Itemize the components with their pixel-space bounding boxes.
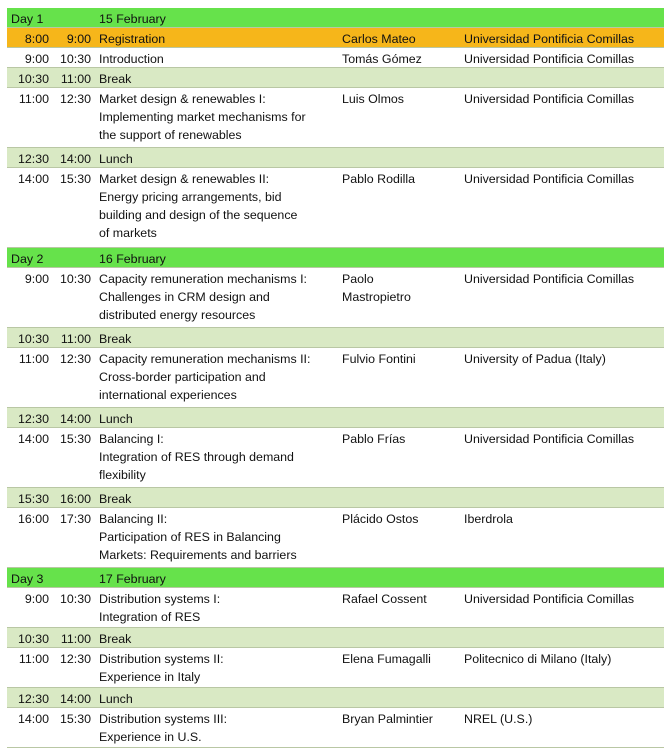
speaker-name: Paolo Mastropietro [342, 272, 411, 304]
session-row [7, 428, 664, 488]
session-title: Balancing I: Integration of RES through demand flexibility [99, 432, 294, 482]
institution-name: Universidad Pontificia Comillas [464, 592, 635, 606]
session-title: Market design & renewables II: Energy pricing arrangements, bid building and design of the sequence of markets [99, 172, 298, 240]
session-title: Break [99, 72, 132, 86]
session-row [7, 268, 664, 328]
speaker-name: Carlos Mateo [342, 32, 416, 46]
start-time: 9:00 [24, 52, 49, 66]
registration-row [7, 28, 664, 48]
break-row [7, 488, 664, 508]
day-label: Day 3 [11, 572, 44, 586]
end-time: 11:00 [60, 632, 91, 646]
institution-name: Universidad Pontificia Comillas [464, 52, 635, 66]
session-row [7, 88, 664, 148]
institution-name: University of Padua (Italy) [464, 352, 606, 366]
start-time: 9:00 [24, 272, 49, 286]
session-row [7, 168, 664, 248]
speaker-name: Tomás Gómez [342, 52, 422, 66]
end-time: 14:00 [59, 412, 91, 426]
schedule-table [7, 8, 664, 748]
institution-name: Universidad Pontificia Comillas [464, 92, 635, 106]
session-title: Capacity remuneration mechanisms I: Challenges in CRM design and distributed energy resources [99, 272, 307, 322]
session-title: Registration [99, 32, 166, 46]
break-row [7, 148, 664, 168]
start-time: 9:00 [24, 592, 49, 606]
speaker-name: Pablo Frías [342, 432, 406, 446]
end-time: 15:30 [59, 172, 91, 186]
break-row [7, 328, 664, 348]
session-title: Balancing II: Participation of RES in Balancing Markets: Requirements and barriers [99, 512, 297, 562]
start-time: 14:00 [17, 712, 49, 726]
start-time: 16:00 [17, 512, 49, 526]
start-time: 10:30 [17, 72, 49, 86]
session-title: Capacity remuneration mechanisms II: Cross-border participation and international experiences [99, 352, 311, 402]
speaker-name: Pablo Rodilla [342, 172, 416, 186]
start-time: 11:00 [18, 652, 49, 666]
session-row [7, 348, 664, 408]
day-header-row [7, 8, 664, 28]
end-time: 11:00 [60, 72, 91, 86]
institution-name: Politecnico di Milano (Italy) [464, 652, 612, 666]
session-title: Lunch [99, 152, 133, 166]
end-time: 15:30 [59, 712, 91, 726]
session-row [7, 508, 664, 568]
end-time: 17:30 [59, 512, 91, 526]
session-row [7, 708, 664, 748]
start-time: 11:00 [18, 92, 49, 106]
day-date: 16 February [99, 252, 166, 266]
session-title: Distribution systems I: Integration of RES [99, 592, 221, 624]
day-header-row [7, 248, 664, 268]
start-time: 8:00 [24, 32, 49, 46]
institution-name: Universidad Pontificia Comillas [464, 432, 635, 446]
session-title: Break [99, 632, 132, 646]
session-row [7, 48, 664, 68]
start-time: 14:00 [17, 432, 49, 446]
session-title: Break [99, 492, 132, 506]
break-row [7, 688, 664, 708]
start-time: 14:00 [17, 172, 49, 186]
break-row [7, 408, 664, 428]
institution-name: Universidad Pontificia Comillas [464, 172, 635, 186]
speaker-name: Elena Fumagalli [342, 652, 431, 666]
end-time: 10:30 [59, 52, 91, 66]
institution-name: Iberdrola [464, 512, 513, 526]
session-title: Break [99, 332, 132, 346]
session-title: Lunch [99, 692, 133, 706]
end-time: 11:00 [60, 332, 91, 346]
end-time: 12:30 [59, 652, 91, 666]
day-label: Day 1 [11, 12, 44, 26]
institution-name: NREL (U.S.) [464, 712, 533, 726]
end-time: 15:30 [59, 432, 91, 446]
start-time: 12:30 [17, 692, 49, 706]
end-time: 16:00 [59, 492, 91, 506]
session-title: Distribution systems III: Experience in U.S. [99, 712, 228, 744]
session-row [7, 588, 664, 628]
start-time: 15:30 [17, 492, 49, 506]
speaker-name: Rafael Cossent [342, 592, 427, 606]
speaker-name: Fulvio Fontini [342, 352, 416, 366]
session-title: Lunch [99, 412, 133, 426]
speaker-name: Luis Olmos [342, 92, 404, 106]
speaker-name: Bryan Palmintier [342, 712, 433, 726]
start-time: 12:30 [17, 152, 49, 166]
end-time: 9:00 [66, 32, 91, 46]
break-row [7, 68, 664, 88]
session-title: Distribution systems II: Experience in Italy [99, 652, 224, 684]
session-title: Introduction [99, 52, 164, 66]
start-time: 10:30 [17, 632, 49, 646]
start-time: 11:00 [18, 352, 49, 366]
end-time: 12:30 [59, 352, 91, 366]
day-date: 15 February [99, 12, 166, 26]
institution-name: Universidad Pontificia Comillas [464, 32, 635, 46]
day-date: 17 February [99, 572, 166, 586]
start-time: 12:30 [17, 412, 49, 426]
end-time: 14:00 [59, 692, 91, 706]
end-time: 12:30 [59, 92, 91, 106]
end-time: 10:30 [59, 592, 91, 606]
start-time: 10:30 [17, 332, 49, 346]
institution-name: Universidad Pontificia Comillas [464, 272, 635, 286]
end-time: 14:00 [59, 152, 91, 166]
break-row [7, 628, 664, 648]
session-row [7, 648, 664, 688]
day-label: Day 2 [11, 252, 44, 266]
end-time: 10:30 [59, 272, 91, 286]
speaker-name: Plácido Ostos [342, 512, 419, 526]
day-header-row [7, 568, 664, 588]
session-title: Market design & renewables I: Implementing market mechanisms for the support of renewables [99, 92, 306, 142]
